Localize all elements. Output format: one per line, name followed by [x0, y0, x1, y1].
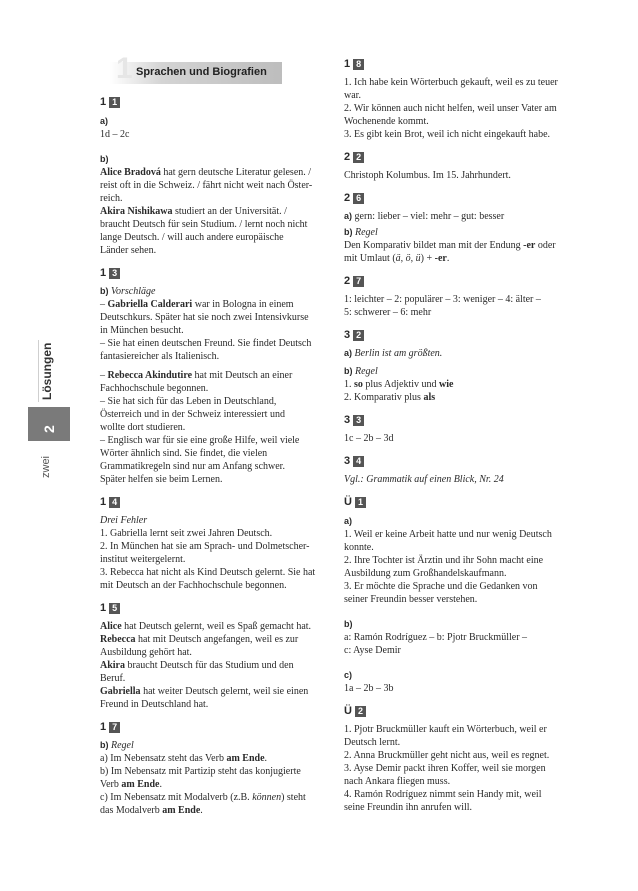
right-column: [344, 58, 594, 824]
answer-line: Vgl.: Grammatik auf einen Blick, Nr. 24: [344, 474, 504, 485]
side-label: [40, 330, 60, 400]
answer-block: [100, 166, 332, 257]
exercise-heading: [100, 602, 332, 615]
answer-line: 1. Pjotr Bruckmüller kauft ein Wörterbuch, weil er: [344, 724, 547, 735]
chapter-title: Sprachen und Biografien: [136, 66, 267, 78]
answer-line: 1c – 2b – 3d: [344, 433, 394, 444]
exercise-number: 2: [344, 192, 351, 204]
answer-line: Wörter ähnlich sind. Sie findet, die vielen: [100, 448, 268, 459]
answer-line: Ausbildung zum Großhandelskaufmann.: [344, 568, 507, 579]
answer-line: Fachhochschule begonnen.: [100, 383, 209, 394]
exercise-box: 2: [353, 152, 364, 163]
sub-caption: Drei Fehler: [100, 515, 148, 526]
exercise-number: 2: [344, 151, 351, 163]
exercise-heading: [344, 329, 594, 342]
answer-line: Deutschkurs. Später hat sie noch zwei Intensivkurse: [100, 312, 309, 323]
answer-block: [100, 298, 332, 363]
exercise-1-4: [100, 496, 332, 592]
sub-label: b): [344, 227, 353, 237]
exercise-1-1: [100, 96, 332, 257]
sub-caption: Vorschläge: [111, 286, 156, 297]
exercise-3-4: [344, 455, 594, 486]
exercise-number: Ü: [344, 496, 352, 508]
answer-line: fantasiereicher als Italienisch.: [100, 351, 220, 362]
answer-line: Später helfen sie beim Lernen.: [100, 474, 223, 485]
exercise-u-1: [344, 496, 594, 695]
exercise-box: 2: [355, 706, 366, 717]
answer-line: a) Im Nebensatz steht das Verb am Ende.: [100, 753, 268, 764]
exercise-3-2: [344, 329, 594, 404]
answer-line: 1a – 2b – 3b: [344, 683, 394, 694]
answer-block: [344, 528, 594, 606]
exercise-3-3: [344, 414, 594, 445]
answer-line: reich.: [100, 193, 123, 204]
exercise-u-2: [344, 705, 594, 814]
sub-label: b): [344, 619, 353, 629]
exercise-box: 5: [109, 603, 120, 614]
exercise-2-6: [344, 192, 594, 265]
answer-block: [100, 527, 332, 592]
sub-caption: Regel: [111, 740, 134, 751]
side-rule: [38, 340, 39, 402]
exercise-heading: [100, 96, 332, 109]
answer-line: 3. Rebecca hat nicht als Kind Deutsch gelernt. Sie hat: [100, 567, 316, 578]
answer-line: wollte dort studieren.: [100, 422, 186, 433]
exercise-box: 1: [355, 497, 366, 508]
answer-line: Akira braucht Deutsch für das Studium und den: [100, 660, 294, 671]
answer-line: Gabriella hat weiter Deutsch gelernt, weil sie einen: [100, 686, 309, 697]
sub-label: a): [344, 211, 353, 221]
answer-line: 3. Er möchte die Sprache und die Gedanken von: [344, 581, 538, 592]
exercise-2-7: [344, 275, 594, 319]
answer-line: lange Deutsch. / will auch andere europäische: [100, 232, 284, 243]
answer-line: 2. Anna Bruckmüller geht nicht aus, weil es regnet.: [344, 750, 550, 761]
answer-line: in München besucht.: [100, 325, 184, 336]
answer-line: 3. Ayse Demir packt ihren Koffer, weil sie morgen: [344, 763, 546, 774]
answer-line: 1d – 2c: [100, 129, 130, 140]
exercise-heading: [344, 496, 594, 509]
answer-block: [344, 723, 594, 814]
sub-label: b): [100, 740, 109, 750]
sub-label: a): [100, 116, 109, 126]
exercise-heading: [344, 58, 594, 71]
side-number: 2: [41, 425, 57, 433]
exercise-heading: [344, 455, 594, 468]
answer-line: Rebecca hat mit Deutsch angefangen, weil es zur: [100, 634, 299, 645]
answer-line: Beruf.: [100, 673, 126, 684]
sub-caption: Regel: [355, 366, 378, 377]
answer-block: [100, 620, 332, 711]
answer-line: das Modalverb am Ende.: [100, 805, 203, 816]
answer-line: war.: [344, 90, 361, 101]
answer-line: Verb am Ende.: [100, 779, 162, 790]
exercise-heading: [344, 192, 594, 205]
answer-line: seiner Freundin besser verstehen.: [344, 594, 478, 605]
side-word-text: zwei: [40, 455, 52, 478]
answer-line: Österreich und in der Schweiz interessiert und: [100, 409, 285, 420]
answer-line: 1. so plus Adjektiv und wie: [344, 379, 454, 390]
answer-line: 1: leichter – 2: populärer – 3: weniger – 4: älter –: [344, 294, 541, 305]
answer-line: Ausbildung gehört hat.: [100, 647, 192, 658]
sub-label: b): [344, 366, 353, 376]
exercise-box: 3: [353, 415, 364, 426]
exercise-1-7: [100, 721, 332, 817]
answer-line: mit Deutsch an der Fachhochschule begonnen.: [100, 580, 287, 591]
exercise-number: 1: [344, 58, 351, 70]
left-column: [100, 96, 332, 827]
exercise-box: 7: [109, 722, 120, 733]
answer-line: 2. Komparativ plus als: [344, 392, 436, 403]
exercise-box: 2: [353, 330, 364, 341]
answer-line: konnte.: [344, 542, 374, 553]
answer-line: institut weitergelernt.: [100, 554, 186, 565]
answer-line: Akira Nishikawa studiert an der Universität. /: [100, 206, 287, 217]
exercise-heading: [100, 267, 332, 280]
exercise-number: Ü: [344, 705, 352, 717]
exercise-heading: [344, 151, 594, 164]
sub-label: a): [344, 348, 353, 358]
answer-line: – Sie hat sich für das Leben in Deutschland,: [100, 396, 277, 407]
side-label-text: Lösungen: [40, 342, 54, 400]
answer-line: c) Im Nebensatz mit Modalverb (z.B. können) steht: [100, 792, 306, 803]
exercise-number: 3: [344, 455, 351, 467]
exercise-number: 3: [344, 329, 351, 341]
answer-line: c: Ayse Demir: [344, 645, 401, 656]
side-number-tab: [28, 407, 70, 441]
answer-block: [344, 631, 594, 657]
sub-label: c): [344, 670, 353, 680]
exercise-1-8: [344, 58, 594, 141]
answer-line: – Sie hat einen deutschen Freund. Sie findet Deutsch: [100, 338, 312, 349]
exercise-heading: [344, 705, 594, 718]
exercise-1-3: [100, 267, 332, 486]
answer-line: 4. Ramón Rodríguez nimmt sein Handy mit, weil: [344, 789, 542, 800]
exercise-heading: [344, 275, 594, 288]
answer-line: – Englisch war für sie eine große Hilfe, weil viele: [100, 435, 300, 446]
exercise-box: 1: [109, 97, 120, 108]
answer-line: Alice hat Deutsch gelernt, weil es Spaß gemacht hat.: [100, 621, 312, 632]
answer-line: Den Komparativ bildet man mit der Endung -er oder: [344, 240, 556, 251]
sub-label: b): [100, 154, 109, 164]
sub-label: b): [100, 286, 109, 296]
answer-line: Deutsch lernt.: [344, 737, 401, 748]
exercise-box: 7: [353, 276, 364, 287]
exercise-box: 6: [353, 193, 364, 204]
answer-line: 5: schwerer – 6: mehr: [344, 307, 432, 318]
answer-line: 2. In München hat sie am Sprach- und Dolmetscher-: [100, 541, 310, 552]
exercise-number: 2: [344, 275, 351, 287]
answer-line: Länder sehen.: [100, 245, 157, 256]
exercise-number: 3: [344, 414, 351, 426]
answer-line: braucht Deutsch für sein Studium. / lernt noch nicht: [100, 219, 308, 230]
exercise-number: 1: [100, 267, 107, 279]
answer-line: Alice Bradová hat gern deutsche Literatur gelesen. /: [100, 167, 312, 178]
answer-line: Grammatikregeln sind nur am Anfang schwer.: [100, 461, 285, 472]
exercise-number: 1: [100, 602, 107, 614]
answer-line: – Gabriella Calderari war in Bologna in einem: [100, 299, 294, 310]
exercise-heading: [344, 414, 594, 427]
exercise-number: 1: [100, 496, 107, 508]
answer-line: – Rebecca Akindutire hat mit Deutsch an einer: [100, 370, 293, 381]
answer-line: Freund in Deutschland hat.: [100, 699, 209, 710]
exercise-2-2: [344, 151, 594, 182]
answer-line: 1. Gabriella lernt seit zwei Jahren Deutsch.: [100, 528, 273, 539]
exercise-heading: [100, 496, 332, 509]
answer-line: seine Freundin ihn anrufen will.: [344, 802, 473, 813]
answer-line: nach Ankara fliegen muss.: [344, 776, 451, 787]
answer-line: a: Ramón Rodríguez – b: Pjotr Bruckmüller –: [344, 632, 528, 643]
answer-block: [344, 293, 594, 319]
answer-line: 1. Weil er keine Arbeit hatte und nur wenig Deutsch: [344, 529, 552, 540]
exercise-box: 4: [353, 456, 364, 467]
exercise-box: 3: [109, 268, 120, 279]
answer-line: 2. Wir können auch nicht helfen, weil unser Vater am: [344, 103, 557, 114]
side-word: [40, 448, 60, 478]
chapter-number: 1: [116, 52, 133, 85]
answer-block: [100, 369, 332, 486]
answer-line: 1. Ich habe kein Wörterbuch gekauft, weil es zu teuer: [344, 77, 558, 88]
exercise-box: 8: [353, 59, 364, 70]
answer-line: reist oft in die Schweiz. / fährt nicht weit nach Öster-: [100, 180, 313, 191]
answer-line: Christoph Kolumbus. Im 15. Jahrhundert.: [344, 170, 511, 181]
exercise-number: 1: [100, 96, 107, 108]
sub-caption: Regel: [355, 227, 378, 238]
answer-line: b) Im Nebensatz mit Partizip steht das konjugierte: [100, 766, 301, 777]
exercise-box: 4: [109, 497, 120, 508]
exercise-number: 1: [100, 721, 107, 733]
exercise-heading: [100, 721, 332, 734]
exercise-1-5: [100, 602, 332, 711]
answer-line: Berlin ist am größten.: [354, 348, 443, 359]
answer-line: 2. Ihre Tochter ist Ärztin und ihr Sohn macht eine: [344, 555, 544, 566]
answer-line: 3. Es gibt kein Brot, weil ich nicht eingekauft habe.: [344, 129, 551, 140]
answer-line: mit Umlaut (ä, ö, ü) + -er.: [344, 253, 450, 264]
answer-block: [344, 76, 594, 141]
answer-line: Wochenende kommt.: [344, 116, 429, 127]
sub-label: a): [344, 516, 353, 526]
answer-line: gern: lieber – viel: mehr – gut: besser: [354, 211, 505, 222]
